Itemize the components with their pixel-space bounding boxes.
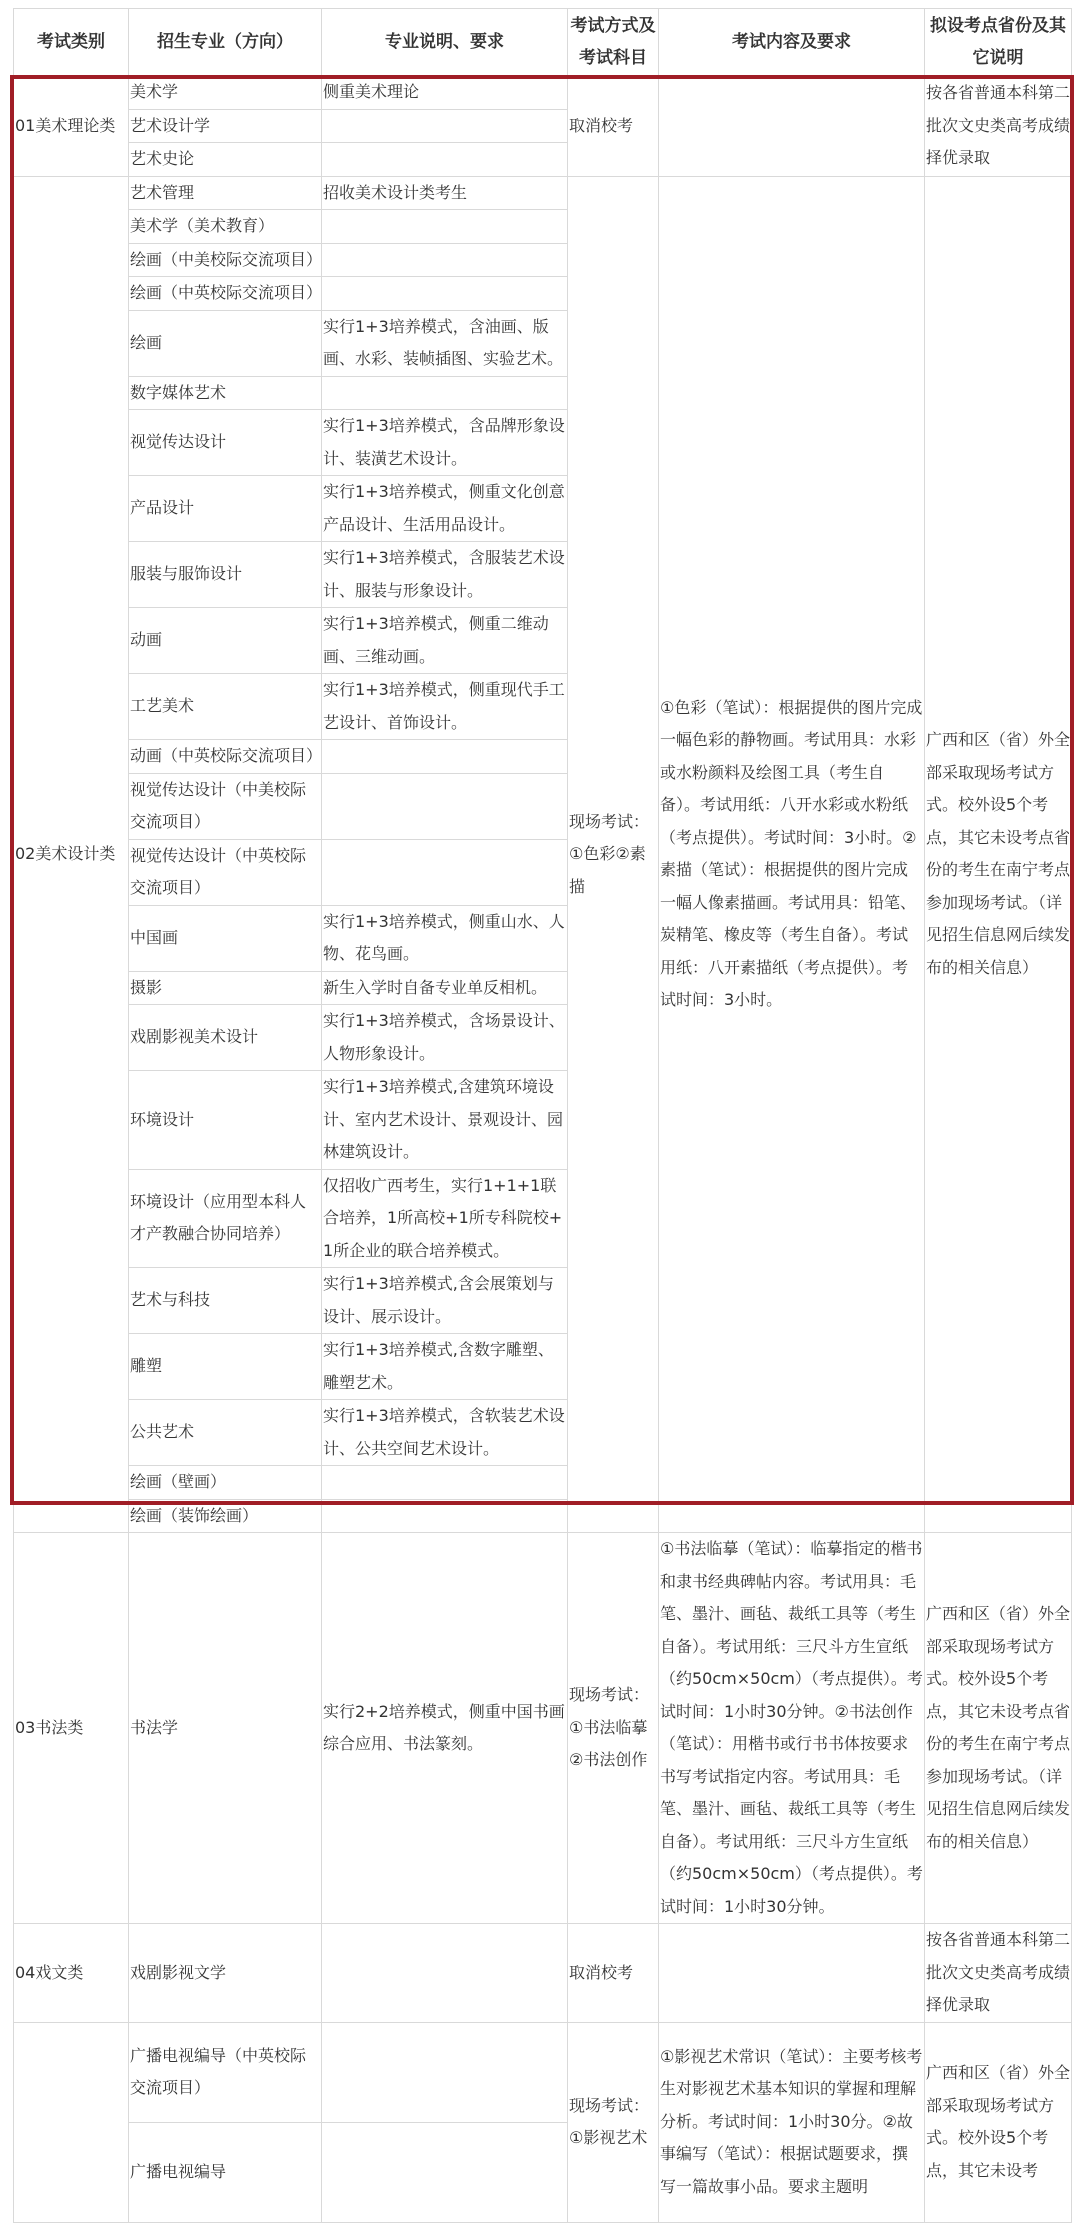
major-cell: 中国画 (129, 905, 322, 971)
location-notes-cell: 按各省普通本科第二批次文史类高考成绩择优录取 (925, 1924, 1072, 2023)
description-cell: 实行1+3培养模式,含数字雕塑、雕塑艺术。 (322, 1334, 568, 1400)
major-cell: 视觉传达设计（中美校际交流项目） (129, 773, 322, 839)
major-cell: 艺术设计学 (129, 109, 322, 143)
exam-content-cell (659, 1924, 925, 2023)
major-cell: 艺术与科技 (129, 1268, 322, 1334)
description-cell: 实行2+2培养模式，侧重中国书画综合应用、书法篆刻。 (322, 1533, 568, 1924)
major-cell: 视觉传达设计 (129, 410, 322, 476)
description-cell: 实行1+3培养模式，含服装艺术设计、服装与形象设计。 (322, 542, 568, 608)
major-cell: 视觉传达设计（中英校际交流项目） (129, 839, 322, 905)
exam-content-cell: ①影视艺术常识（笔试）：主要考核考生对影视艺术基本知识的掌握和理解分析。考试时间：1小时30分。②故事编写（笔试）：根据试题要求，撰写一篇故事小品。要求主题明 (659, 2022, 925, 2222)
description-cell: 实行1+3培养模式，侧重二维动画、三维动画。 (322, 608, 568, 674)
major-cell: 戏剧影视文学 (129, 1924, 322, 2023)
major-cell: 美术学 (129, 76, 322, 110)
major-cell: 绘画（中英校际交流项目） (129, 277, 322, 311)
description-cell: 实行1+3培养模式,含会展策划与设计、展示设计。 (322, 1268, 568, 1334)
header-location-notes: 拟设考点省份及其它说明 (925, 9, 1072, 76)
location-notes-cell: 按各省普通本科第二批次文史类高考成绩择优录取 (925, 76, 1072, 177)
description-cell: 新生入学时自备专业单反相机。 (322, 971, 568, 1005)
category-cell: 04戏文类 (14, 1924, 129, 2023)
major-cell: 动画 (129, 608, 322, 674)
major-cell: 艺术管理 (129, 176, 322, 210)
major-cell: 绘画（壁画） (129, 1466, 322, 1500)
major-cell: 书法学 (129, 1533, 322, 1924)
exam-method-cell: 现场考试：①书法临摹②书法创作 (568, 1533, 659, 1924)
major-cell: 数字媒体艺术 (129, 376, 322, 410)
description-cell: 实行1+3培养模式，侧重山水、人物、花鸟画。 (322, 905, 568, 971)
description-cell: 实行1+3培养模式，侧重现代手工艺设计、首饰设计。 (322, 674, 568, 740)
major-cell: 广播电视编导 (129, 2122, 322, 2222)
exam-method-cell: 取消校考 (568, 76, 659, 177)
location-notes-cell: 广西和区（省）外全部采取现场考试方式。校外设5个考点，其它未设考点省份的考生在南宁考点参加现场考试。（详见招生信息网后续发布的相关信息） (925, 1533, 1072, 1924)
major-cell: 工艺美术 (129, 674, 322, 740)
description-cell: 实行1+3培养模式，含场景设计、人物形象设计。 (322, 1005, 568, 1071)
location-notes-cell: 广西和区（省）外全部采取现场考试方式。校外设5个考点，其它未设考点省份的考生在南宁考点参加现场考试。（详见招生信息网后续发布的相关信息） (925, 176, 1072, 1533)
major-cell: 艺术史论 (129, 143, 322, 177)
description-cell (322, 1466, 568, 1500)
exam-content-cell (659, 76, 925, 177)
table-row (14, 1924, 1072, 2023)
admission-table-container (13, 8, 1071, 2223)
description-cell (322, 376, 568, 410)
description-cell (322, 2122, 568, 2222)
header-description: 专业说明、要求 (322, 9, 568, 76)
description-cell (322, 277, 568, 311)
category-cell: 01美术理论类 (14, 76, 129, 177)
description-cell: 实行1+3培养模式，侧重文化创意产品设计、生活用品设计。 (322, 476, 568, 542)
description-cell (322, 1499, 568, 1533)
exam-method-cell: 取消校考 (568, 1924, 659, 2023)
description-cell: 招收美术设计类考生 (322, 176, 568, 210)
major-cell: 戏剧影视美术设计 (129, 1005, 322, 1071)
major-cell: 服装与服饰设计 (129, 542, 322, 608)
category-cell (14, 2022, 129, 2222)
description-cell: 侧重美术理论 (322, 76, 568, 110)
exam-content-cell: ①书法临摹（笔试）：临摹指定的楷书和隶书经典碑帖内容。考试用具：毛笔、墨汁、画毡、裁纸工具等（考生自备）。考试用纸：三尺斗方生宣纸（约50cm×50cm）（考点提供）。考试时间：1小时30分钟。②书法创作（笔试）：用楷书或行书书体按要求书写考试指定内容。考试用具：毛笔、墨汁、画毡、裁纸工具等（考生自备）。考试用纸：三尺斗方生宣纸（约50cm×50cm）（考点提供）。考试时间：1小时30分钟。 (659, 1533, 925, 1924)
category-cell: 02美术设计类 (14, 176, 129, 1533)
admission-table (13, 8, 1072, 2223)
header-major: 招生专业（方向） (129, 9, 322, 76)
location-notes-cell: 广西和区（省）外全部采取现场考试方式。校外设5个考点，其它未设考 (925, 2022, 1072, 2222)
major-cell: 雕塑 (129, 1334, 322, 1400)
description-cell: 仅招收广西考生，实行1+1+1联合培养，1所高校+1所专科院校+1所企业的联合培养模式。 (322, 1169, 568, 1268)
header-row (14, 9, 1072, 76)
description-cell (322, 740, 568, 774)
description-cell (322, 1924, 568, 2023)
major-cell: 摄影 (129, 971, 322, 1005)
major-cell: 动画（中英校际交流项目） (129, 740, 322, 774)
table-row (14, 1533, 1072, 1924)
table-body (14, 76, 1072, 2223)
description-cell: 实行1+3培养模式，含品牌形象设计、装潢艺术设计。 (322, 410, 568, 476)
major-cell: 绘画（中美校际交流项目） (129, 243, 322, 277)
major-cell: 公共艺术 (129, 1400, 322, 1466)
exam-method-cell: 现场考试：①影视艺术 (568, 2022, 659, 2222)
description-cell: 实行1+3培养模式，含油画、版画、水彩、装帧插图、实验艺术。 (322, 310, 568, 376)
major-cell: 产品设计 (129, 476, 322, 542)
major-cell: 环境设计 (129, 1071, 322, 1170)
major-cell: 绘画 (129, 310, 322, 376)
category-cell: 03书法类 (14, 1533, 129, 1924)
header-exam-method: 考试方式及考试科目 (568, 9, 659, 76)
major-cell: 环境设计（应用型本科人才产教融合协同培养） (129, 1169, 322, 1268)
major-cell: 绘画（装饰绘画） (129, 1499, 322, 1533)
exam-method-cell: 现场考试：①色彩②素描 (568, 176, 659, 1533)
description-cell (322, 143, 568, 177)
major-cell: 美术学（美术教育） (129, 210, 322, 244)
description-cell (322, 2022, 568, 2122)
description-cell: 实行1+3培养模式,含建筑环境设计、室内艺术设计、景观设计、园林建筑设计。 (322, 1071, 568, 1170)
table-row (14, 76, 1072, 110)
description-cell (322, 243, 568, 277)
description-cell (322, 210, 568, 244)
header-exam-content: 考试内容及要求 (659, 9, 925, 76)
table-row (14, 176, 1072, 210)
description-cell: 实行1+3培养模式，含软装艺术设计、公共空间艺术设计。 (322, 1400, 568, 1466)
exam-content-cell: ①色彩（笔试）：根据提供的图片完成一幅色彩的静物画。考试用具：水彩或水粉颜料及绘图工具（考生自备）。考试用纸：八开水彩或水粉纸（考点提供）。考试时间：3小时。②素描（笔试）：根据提供的图片完成一幅人像素描画。考试用具：铅笔、炭精笔、橡皮等（考生自备）。考试用纸：八开素描纸（考点提供）。考试时间：3小时。 (659, 176, 925, 1533)
description-cell (322, 839, 568, 905)
description-cell (322, 773, 568, 839)
table-row (14, 2022, 1072, 2122)
description-cell (322, 109, 568, 143)
major-cell: 广播电视编导（中英校际交流项目） (129, 2022, 322, 2122)
header-category: 考试类别 (14, 9, 129, 76)
